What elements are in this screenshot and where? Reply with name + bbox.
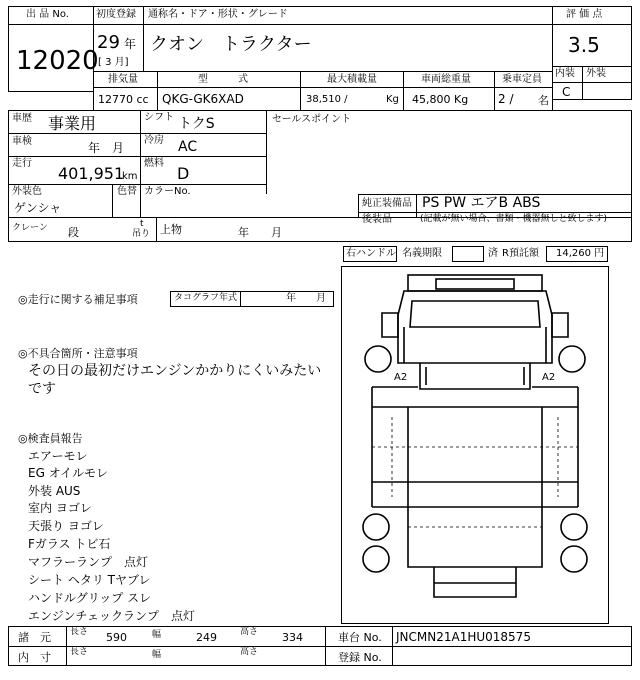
- history-value: 事業用: [48, 114, 97, 133]
- max-load-unit: Kg: [386, 94, 399, 105]
- length-value: 590: [106, 631, 127, 644]
- first-registration-year: 29: [97, 32, 120, 53]
- mileage-value: 401,951: [58, 164, 125, 183]
- displacement-value: 12770 cc: [98, 93, 149, 106]
- gross-weight-label: 車両総重量: [421, 74, 471, 85]
- ac-label: 冷房: [144, 135, 164, 146]
- color-change-label: 色替: [117, 186, 137, 197]
- displacement-label: 排気量: [108, 74, 138, 85]
- first-registration-label: 初度登録: [96, 9, 136, 20]
- first-registration-month: [ 3 月]: [98, 57, 129, 68]
- crane-label: クレーン: [12, 223, 48, 233]
- history-label: 車歴: [12, 113, 32, 124]
- max-load-value: 38,510 /: [306, 94, 348, 105]
- inspector-item: Fガラス トビ石: [28, 537, 111, 551]
- width-label: 幅: [152, 630, 162, 640]
- ext-color-value: ゲンシャ: [14, 201, 62, 215]
- defects-line-1: その日の最初だけエンジンかかりにくいみたい: [28, 363, 322, 379]
- chassis-value: JNCMN21A1HU018575: [396, 630, 531, 644]
- score-value: 3.5: [568, 33, 600, 57]
- mileage-label: 走行: [12, 158, 32, 169]
- tachograph-value: 年 月: [286, 293, 326, 304]
- model-name: クオン トラクター: [150, 34, 312, 55]
- mileage-unit: km: [122, 171, 138, 182]
- topmount-label: 上物: [160, 223, 182, 236]
- interior-width-label: 幅: [152, 650, 162, 660]
- interior-dims-label: 内 寸: [18, 651, 51, 664]
- registration-label: 登録 No.: [338, 651, 382, 664]
- recycle-value: 14,260 円: [556, 248, 605, 259]
- aftermarket-label: 後装品: [362, 214, 392, 225]
- aftermarket-note: (記載が無い場合、書類・機器無しと致します): [420, 214, 608, 224]
- name-change-label: 名義期限: [402, 248, 442, 259]
- score-label: 評 価 点: [566, 9, 603, 20]
- lot-number: 12020: [16, 46, 99, 76]
- capacity-label: 乗車定員: [502, 74, 542, 85]
- ext-color-label: 外装色: [12, 186, 42, 197]
- inspection-label: 車検: [12, 136, 32, 147]
- rhd-label: 右ハンドル: [346, 248, 396, 259]
- type-label: 型 式: [198, 74, 248, 85]
- model-name-label: 通称名・ドア・形状・グレード: [148, 9, 288, 20]
- dims-label: 諸 元: [18, 631, 51, 644]
- gross-weight-value: 45,800 Kg: [412, 93, 469, 106]
- inspector-title: ◎検査員報告: [18, 432, 83, 445]
- inspector-item: エアーモレ: [28, 449, 88, 463]
- interior-grade: C: [562, 85, 571, 99]
- height-value: 334: [282, 631, 303, 644]
- inspector-item: シート ヘタリ Tヤブレ: [28, 573, 151, 587]
- type-value: QKG-GK6XAD: [162, 92, 244, 106]
- inspector-item: 天張り ヨゴレ: [28, 519, 104, 533]
- defects-title: ◎不具合箇所・注意事項: [18, 347, 138, 360]
- height-label: 高さ: [240, 627, 259, 637]
- inspector-item: 外装 AUS: [28, 484, 81, 498]
- damage-mark-right: A2: [542, 372, 556, 383]
- width-value: 249: [196, 631, 217, 644]
- inspection-value: 年 月: [88, 141, 125, 155]
- lot-number-label: 出 品 No.: [26, 9, 69, 20]
- recycle-prefix: 済: [488, 248, 498, 259]
- color-no-label: カラーNo.: [144, 186, 191, 197]
- ac-value: AC: [178, 139, 198, 155]
- crane-steps: 段: [68, 226, 79, 239]
- max-load-label: 最大積載量: [327, 74, 377, 85]
- chassis-label: 車台 No.: [338, 631, 382, 644]
- inspector-item: マフラーランプ 点灯: [28, 555, 149, 569]
- exterior-grade-label: 外装: [586, 68, 606, 79]
- recycle-label: R預託額: [502, 248, 539, 259]
- year-unit: 年: [124, 37, 137, 51]
- inspector-item: EG オイルモレ: [28, 466, 109, 480]
- supplement-title: ◎走行に関する補足事項: [18, 293, 138, 306]
- interior-length-label: 長さ: [70, 647, 89, 657]
- defects-line-2: です: [28, 381, 56, 397]
- inspector-item: エンジンチェックランプ 点灯: [28, 609, 196, 623]
- crane-hoist: 吊り: [132, 229, 151, 239]
- std-equip-value: PS PW エアB ABS: [422, 195, 541, 211]
- inspector-item: 室内 ヨゴレ: [28, 501, 92, 515]
- shift-value: トクS: [178, 116, 215, 132]
- vehicle-diagram: [341, 266, 609, 624]
- interior-height-label: 高さ: [240, 647, 259, 657]
- capacity-value: 2 /: [498, 92, 514, 106]
- std-equip-label: 純正装備品: [362, 198, 412, 209]
- damage-mark-left: A2: [394, 372, 408, 383]
- sales-point-label: セールスポイント: [272, 114, 352, 125]
- interior-grade-label: 内装: [555, 68, 575, 79]
- fuel-label: 燃料: [144, 158, 164, 169]
- shift-label: シフト: [144, 112, 174, 123]
- name-change-box: [452, 246, 484, 262]
- inspector-item: ハンドルグリップ スレ: [28, 591, 152, 605]
- capacity-unit: 名: [538, 94, 549, 107]
- crane-ton-unit: t: [140, 219, 144, 229]
- topmount-value: 年 月: [238, 226, 282, 239]
- fuel-value: D: [177, 164, 190, 183]
- length-label: 長さ: [70, 627, 89, 637]
- truck-outline-icon: [342, 267, 608, 623]
- tachograph-label: タコグラフ年式: [174, 293, 238, 303]
